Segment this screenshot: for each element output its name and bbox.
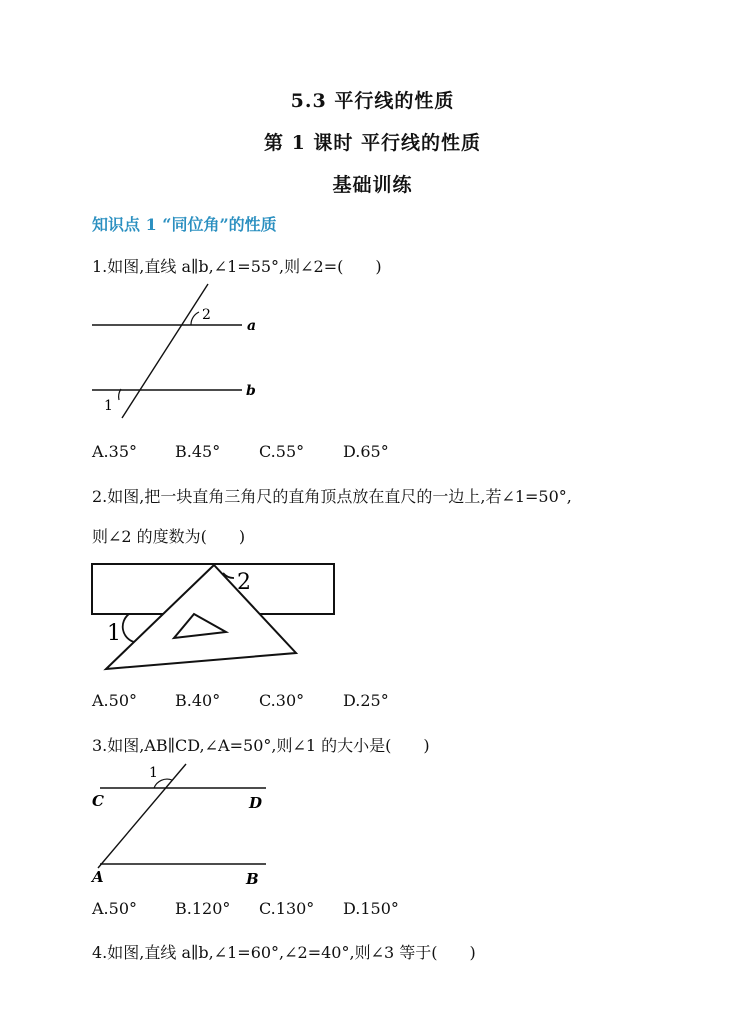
- question-3-stem: 3.如图,AB∥CD,∠A=50°,则∠1 的大小是( ): [92, 736, 430, 755]
- question-1-figure: [86, 280, 276, 420]
- line-b-label: b: [246, 383, 256, 399]
- angle-2-label: 2: [202, 307, 211, 323]
- point-a-label: A: [92, 868, 104, 886]
- transversal: [122, 284, 208, 418]
- q2-option-a: A.50°: [92, 691, 137, 710]
- q1-option-b: B.45°: [175, 442, 221, 461]
- angle-1-label: 1: [104, 398, 113, 414]
- q1-option-d: D.65°: [343, 442, 389, 461]
- q2-option-c: C.30°: [259, 691, 305, 710]
- point-d-label: D: [249, 794, 263, 812]
- transversal: [98, 764, 186, 868]
- angle-1-arc: [123, 614, 134, 642]
- q3-option-c: C.130°: [259, 899, 315, 918]
- q3-option-b: B.120°: [175, 899, 231, 918]
- angle-1-label: 1: [149, 765, 158, 781]
- q2-option-d: D.25°: [343, 691, 389, 710]
- sub-title: 基础训练: [332, 174, 413, 196]
- angle-1-label: 1: [107, 621, 121, 646]
- question-1-stem: 1.如图,直线 a∥b,∠1=55°,则∠2=( ): [92, 257, 382, 276]
- question-2-figure: [90, 562, 340, 672]
- line-a-label: a: [247, 318, 257, 334]
- q1-option-c: C.55°: [259, 442, 305, 461]
- angle-2-label: 2: [237, 570, 251, 595]
- point-c-label: C: [92, 792, 104, 810]
- q2-option-b: B.40°: [175, 691, 221, 710]
- knowledge-point-heading: 知识点 1 “同位角”的性质: [92, 215, 277, 234]
- angle-2-arc: [191, 312, 199, 325]
- section-title: 5.3 平行线的性质: [290, 90, 455, 112]
- q3-option-a: A.50°: [92, 899, 137, 918]
- question-2-stem-line-1: 2.如图,把一块直角三角尺的直角顶点放在直尺的一边上,若∠1=50°,: [92, 487, 572, 506]
- question-4-stem: 4.如图,直线 a∥b,∠1=60°,∠2=40°,则∠3 等于( ): [92, 943, 476, 962]
- q3-option-d: D.150°: [343, 899, 399, 918]
- question-2-stem-line-2: 则∠2 的度数为( ): [92, 527, 246, 546]
- q1-option-a: A.35°: [92, 442, 137, 461]
- lesson-title: 第 1 课时 平行线的性质: [263, 132, 482, 154]
- point-b-label: B: [246, 870, 259, 888]
- question-3-figure: [88, 758, 278, 890]
